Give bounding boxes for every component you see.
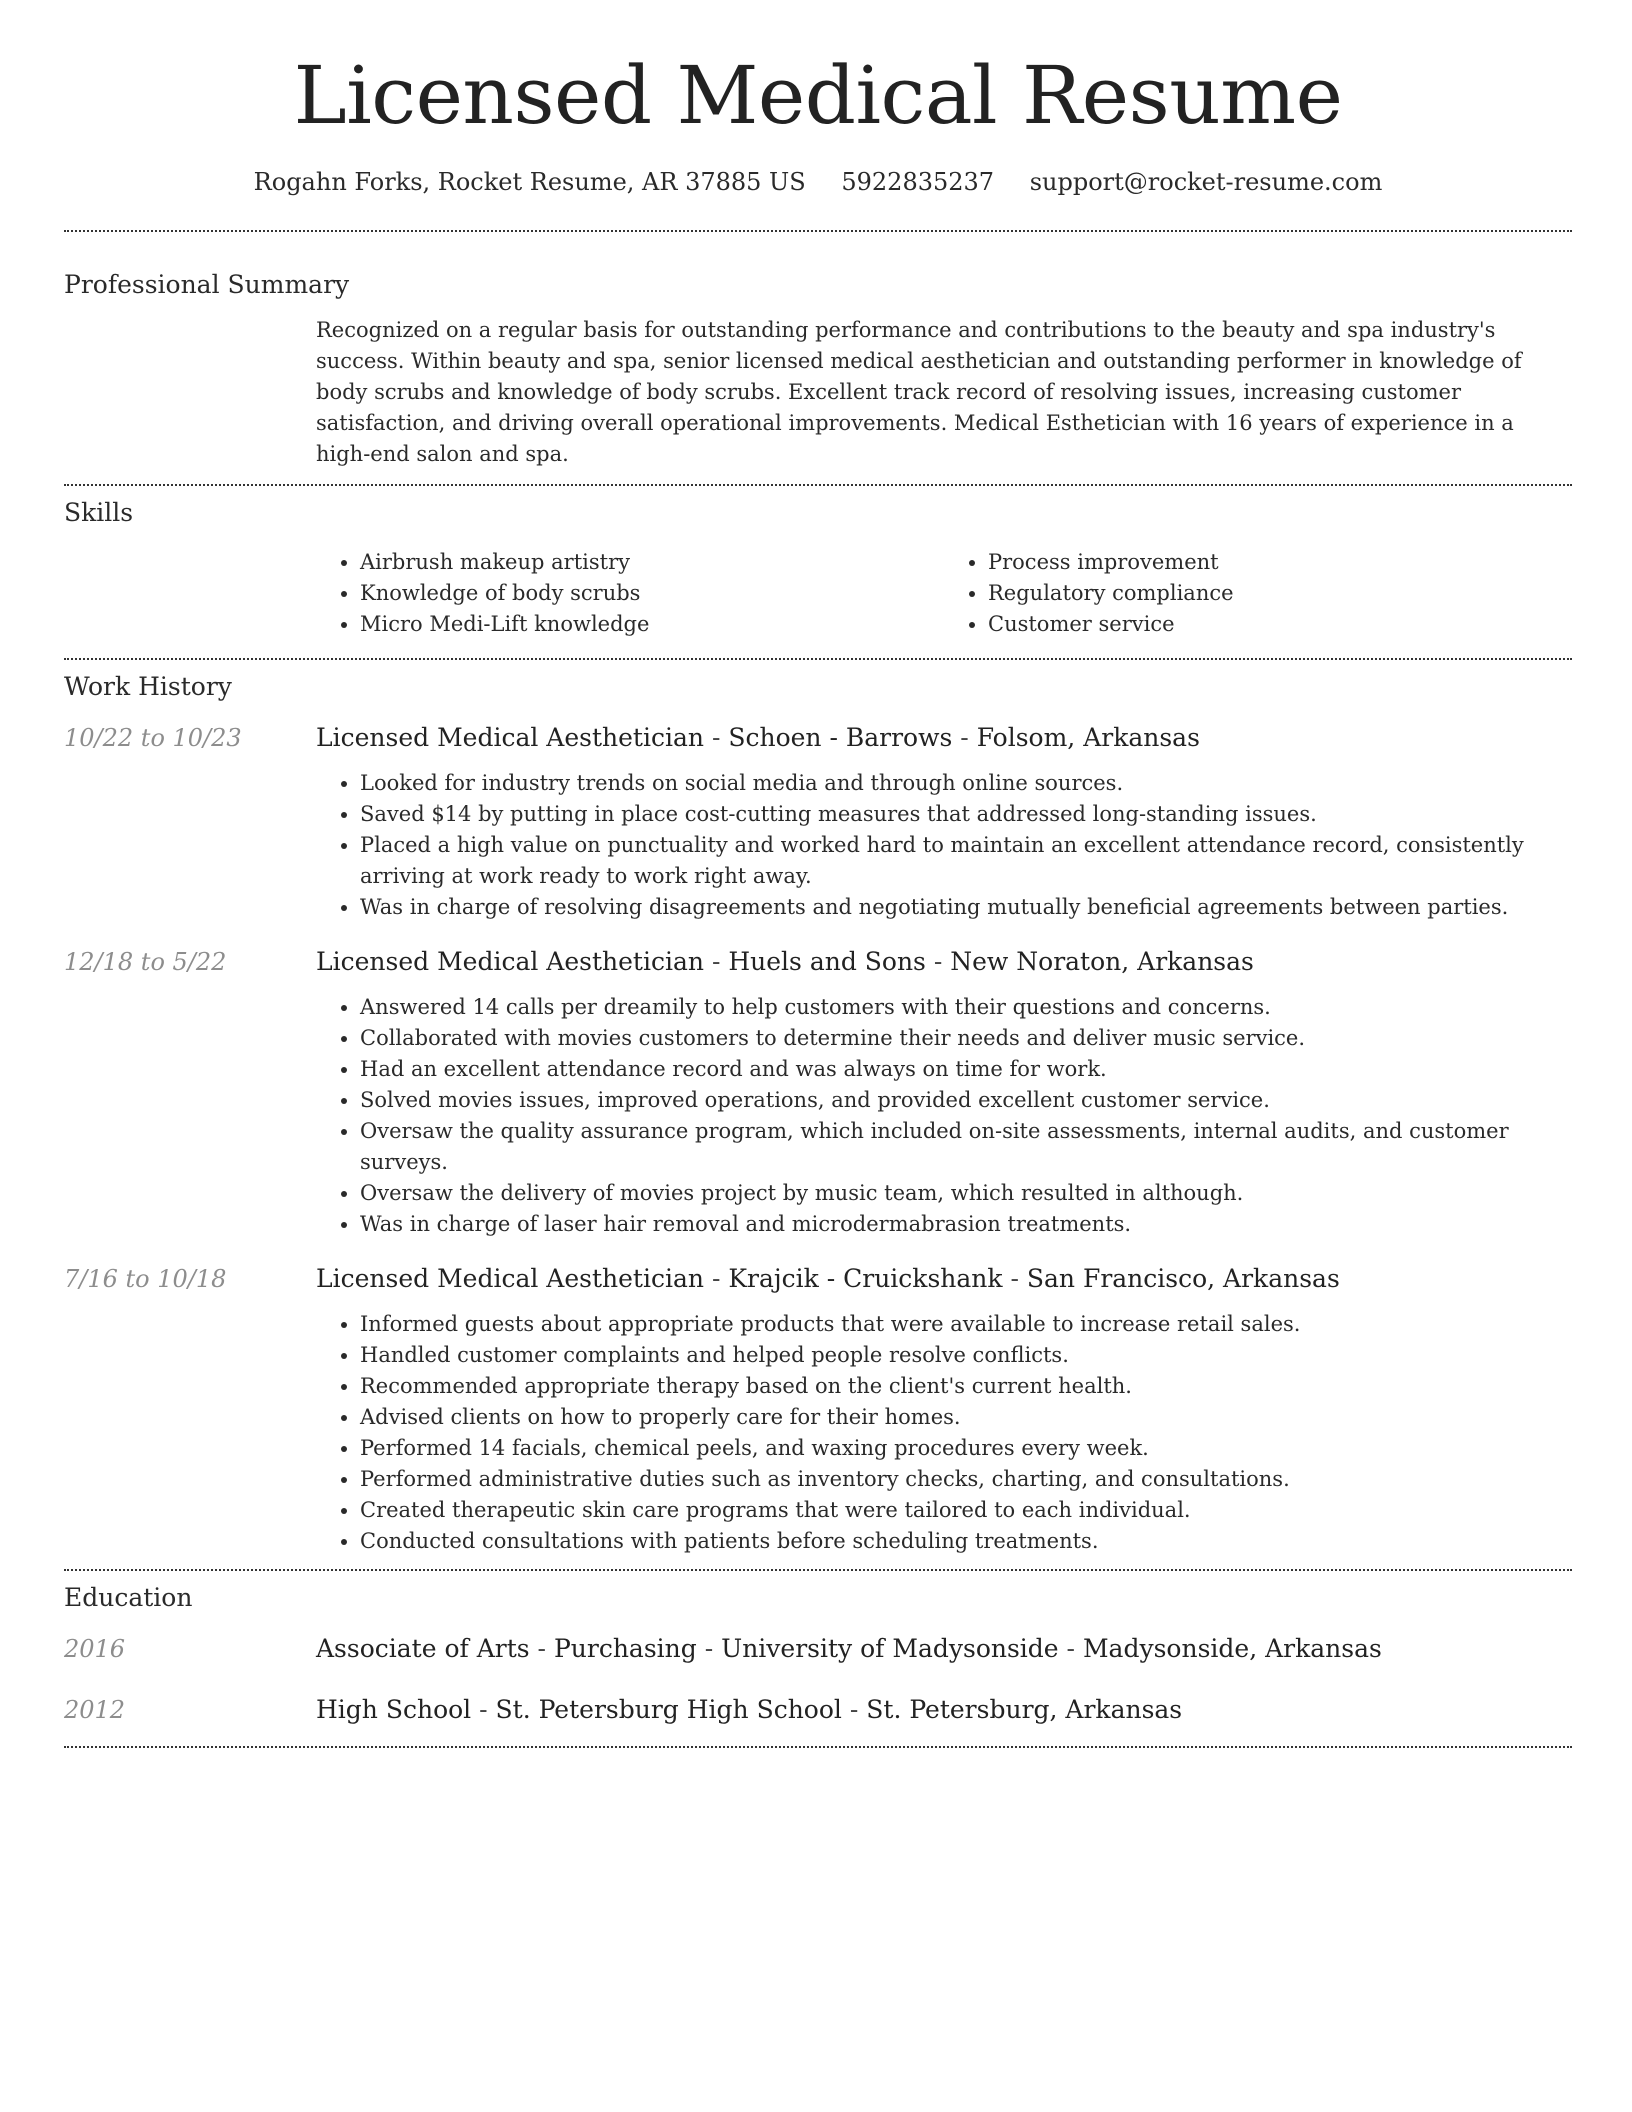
job-bullet: • Oversaw the delivery of movies project by music team, which resulted in although.	[360, 1178, 1572, 1209]
education-year: 2016	[64, 1635, 126, 1663]
job-entry	[64, 723, 1572, 923]
divider	[64, 1746, 1572, 1748]
job-heading: Licensed Medical Aesthetician - Krajcik - Cruickshank - San Francisco, Arkansas	[316, 1264, 1340, 1293]
job-bullet: • Solved movies issues, improved operations, and provided excellent customer service.	[360, 1085, 1572, 1116]
job-bullet: • Handled customer complaints and helped people resolve conflicts.	[360, 1340, 1572, 1371]
job-company: Schoen - Barrows	[728, 723, 953, 752]
divider	[64, 1569, 1572, 1571]
skills-list-right	[944, 547, 1572, 640]
job-dates: 12/18 to 5/22	[64, 948, 227, 976]
phone: 5922835237	[841, 168, 995, 196]
email: support@rocket-resume.com	[1029, 168, 1383, 196]
job-bullet: • Collaborated with movies customers to determine their needs and deliver music service.	[360, 1023, 1572, 1054]
education-heading-line: Associate of Arts - Purchasing - University of Madysonside - Madysonside, Arkansas	[316, 1634, 1382, 1663]
job-bullet: • Created therapeutic skin care programs that were tailored to each individual.	[360, 1495, 1572, 1526]
job-heading: Licensed Medical Aesthetician - Schoen - Barrows - Folsom, Arkansas	[316, 723, 1200, 752]
job-bullet: • Performed administrative duties such as inventory checks, charting, and consultations.	[360, 1464, 1572, 1495]
job-bullet: • Recommended appropriate therapy based on the client's current health.	[360, 1371, 1572, 1402]
job-entry	[64, 1264, 1572, 1557]
summary-section	[64, 270, 1572, 470]
summary-text: Recognized on a regular basis for outstanding performance and contributions to the beauty and spa industry's success. Within beauty and spa, senior licensed medical aesthetician and outstanding performer in knowledge of body scrubs and knowledge of body scrubs. Excellent track record of resolving issues, increasing customer satisfaction, and driving overall operational improvements. Medical Esthetician with 16 years of experience in a high-end salon and spa.	[316, 318, 1522, 466]
divider	[64, 484, 1572, 486]
skill-item: • Micro Medi-Lift knowledge	[360, 609, 944, 640]
education-heading-line: High School - St. Petersburg High School - St. Petersburg, Arkansas	[316, 1695, 1183, 1724]
job-location: New Noraton, Arkansas	[950, 947, 1254, 976]
skills-heading: Skills	[64, 498, 134, 527]
skill-item: • Knowledge of body scrubs	[360, 578, 944, 609]
job-bullet: • Performed 14 facials, chemical peels, and waxing procedures every week.	[360, 1433, 1572, 1464]
education-degree: High School	[316, 1695, 472, 1724]
job-location: Folsom, Arkansas	[976, 723, 1200, 752]
contact-line	[64, 168, 1572, 196]
education-heading: Education	[64, 1583, 193, 1612]
job-bullet: • Saved $14 by putting in place cost-cutting measures that addressed long-standing issues.	[360, 799, 1572, 830]
skill-item: • Process improvement	[988, 547, 1572, 578]
job-bullet: • Answered 14 calls per dreamily to help customers with their questions and concerns.	[360, 992, 1572, 1023]
education-location: St. Petersburg, Arkansas	[866, 1695, 1183, 1724]
skill-item: • Regulatory compliance	[988, 578, 1572, 609]
work-section	[64, 672, 1572, 1557]
job-title: Licensed Medical Aesthetician	[316, 1264, 704, 1293]
divider	[64, 230, 1572, 232]
education-location: Madysonside, Arkansas	[1082, 1634, 1382, 1663]
job-bullet: • Was in charge of laser hair removal and microdermabrasion treatments.	[360, 1209, 1572, 1240]
job-bullets	[316, 768, 1572, 923]
skills-section	[64, 498, 1572, 640]
education-school: University of Madysonside	[721, 1634, 1059, 1663]
education-year: 2012	[64, 1696, 126, 1724]
job-bullets	[316, 1309, 1572, 1557]
work-heading: Work History	[64, 672, 232, 701]
divider	[64, 658, 1572, 660]
education-school: St. Petersburg High School	[495, 1695, 842, 1724]
education-section	[64, 1583, 1572, 1724]
job-dates: 7/16 to 10/18	[64, 1265, 227, 1293]
job-company: Krajcik - Cruickshank	[728, 1264, 1003, 1293]
skills-list-left	[316, 547, 944, 640]
job-bullet: • Conducted consultations with patients before scheduling treatments.	[360, 1526, 1572, 1557]
education-entry	[64, 1695, 1572, 1724]
job-dates: 10/22 to 10/23	[64, 724, 242, 752]
job-title: Licensed Medical Aesthetician	[316, 947, 704, 976]
education-entry	[64, 1634, 1572, 1663]
summary-heading: Professional Summary	[64, 270, 350, 299]
skill-item: • Airbrush makeup artistry	[360, 547, 944, 578]
education-field: Purchasing	[553, 1634, 697, 1663]
job-bullet: • Advised clients on how to properly care for their homes.	[360, 1402, 1572, 1433]
job-company: Huels and Sons	[728, 947, 926, 976]
job-location: San Francisco, Arkansas	[1026, 1264, 1340, 1293]
job-bullet: • Placed a high value on punctuality and worked hard to maintain an excellent attendance record, consistently arriving at work ready to work right away.	[360, 830, 1572, 892]
job-bullet: • Oversaw the quality assurance program, which included on-site assessments, internal audits, and customer surveys.	[360, 1116, 1572, 1178]
address: Rogahn Forks, Rocket Resume, AR 37885 US	[253, 168, 806, 196]
job-entry	[64, 947, 1572, 1240]
resume-title: Licensed Medical Resume	[293, 49, 1343, 142]
resume-page	[64, 0, 1572, 1748]
job-bullet: • Had an excellent attendance record and was always on time for work.	[360, 1054, 1572, 1085]
job-bullet: • Looked for industry trends on social media and through online sources.	[360, 768, 1572, 799]
job-heading: Licensed Medical Aesthetician - Huels and Sons - New Noraton, Arkansas	[316, 947, 1254, 976]
education-degree: Associate of Arts	[316, 1634, 530, 1663]
job-title: Licensed Medical Aesthetician	[316, 723, 704, 752]
skill-item: • Customer service	[988, 609, 1572, 640]
job-bullet: • Was in charge of resolving disagreements and negotiating mutually beneficial agreements between parties.	[360, 892, 1572, 923]
job-bullets	[316, 992, 1572, 1240]
job-bullet: • Informed guests about appropriate products that were available to increase retail sales.	[360, 1309, 1572, 1340]
